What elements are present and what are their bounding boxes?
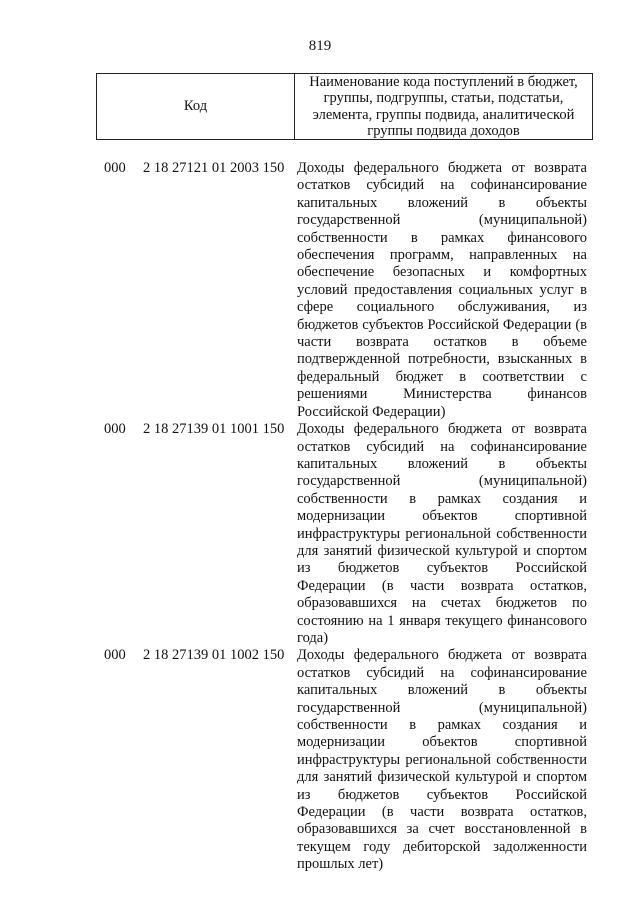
page-number: 819: [308, 38, 332, 54]
admin-code: 000: [104, 160, 126, 176]
header-name-cell: Наименование кода поступлений в бюджет, группы, подгруппы, статьи, подстатьи, элемента, группы подвида, аналитической группы подвида доходов: [309, 73, 578, 139]
income-description: Доходы федерального бюджета от возврата остатков субсидий на софинансирование капитальных вложений в объекты государственной (муниципальной) собственности в рамках создания и модернизации объектов спортивной инфраструктуры региональной собственности для занятий физической культурой и спортом из бюджетов субъектов Российской Федерации (в части возврата остатков, образовавшихся за счет восстановленной в текущем году дебиторской задолженности прошлых лет): [297, 647, 587, 873]
income-description: Доходы федерального бюджета от возврата остатков субсидий на софинансирование капитальных вложений в объекты государственной (муниципальной) собственности в рамках создания и модернизации объектов спортивной инфраструктуры региональной собственности для занятий физической культурой и спортом из бюджетов субъектов Российской Федерации (в части возврата остатков, образовавшихся на счетах бюджетов по состоянию на 1 января текущего финансового года): [297, 421, 587, 646]
income-code-list: [0, 160, 640, 874]
admin-code: 000: [104, 647, 126, 664]
income-code-row: [0, 421, 640, 647]
table-header: [96, 73, 593, 140]
budget-classification-code: 2 18 27139 01 1002 150: [143, 647, 285, 664]
admin-code: 000: [104, 421, 126, 438]
budget-classification-code: 2 18 27139 01 1001 150: [143, 421, 285, 438]
budget-classification-code: 2 18 27121 01 2003 150: [143, 160, 285, 176]
header-code-cell: Код: [97, 74, 295, 139]
income-code-row: [0, 647, 640, 873]
income-code-row: [0, 160, 640, 421]
income-description: Доходы федерального бюджета от возврата остатков субсидий на софинансирование капитальных вложений в объекты государственной (муниципальной) собственности в рамках финансового обеспечения программ, направленных на обеспечение безопасных и комфортных условий предоставления социальных услуг в сфере социального обслуживания, из бюджетов субъектов Российской Федерации (в части возврата остатков в объеме подтвержденной потребности, взысканных в федеральный бюджет в соответствии с решениями Министерства финансов Российской Федерации): [297, 160, 587, 420]
